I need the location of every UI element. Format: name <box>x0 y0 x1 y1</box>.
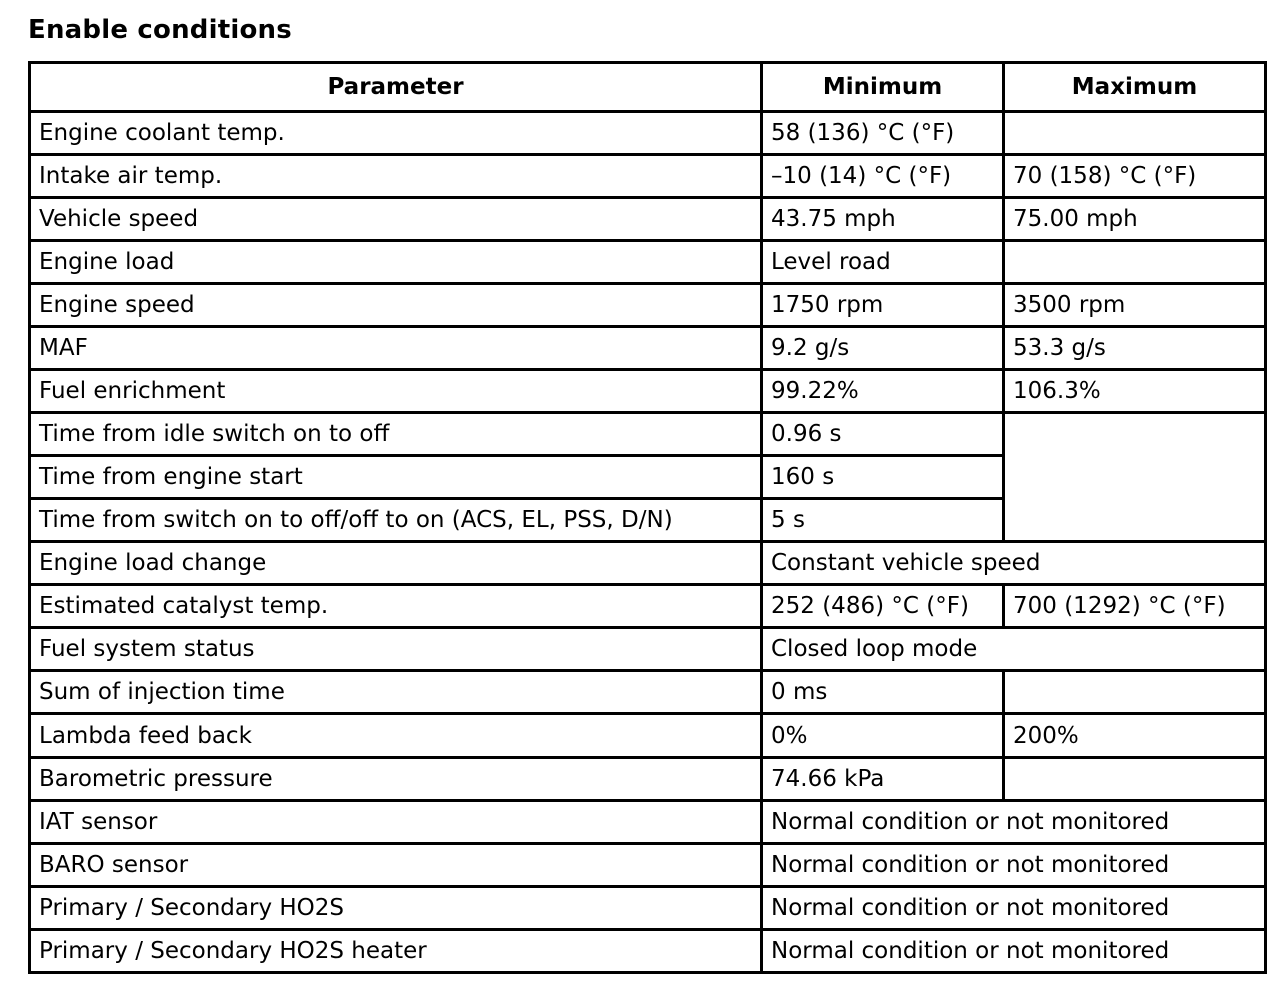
table-row <box>30 930 1266 973</box>
table-row <box>30 887 1266 930</box>
minimum-cell: 160 s <box>762 456 1004 499</box>
minimum-cell: 252 (486) °C (°F) <box>762 585 1004 628</box>
minimum-cell: –10 (14) °C (°F) <box>762 155 1004 198</box>
table-row <box>30 585 1266 628</box>
minimum-cell: 99.22% <box>762 370 1004 413</box>
table-row <box>30 112 1266 155</box>
minimum-cell: 0% <box>762 714 1004 758</box>
value-cell: Normal condition or not monitored <box>762 930 1266 973</box>
maximum-cell: 53.3 g/s <box>1004 327 1266 370</box>
parameter-cell: Primary / Secondary HO2S heater <box>30 930 762 973</box>
minimum-cell: 1750 rpm <box>762 284 1004 327</box>
parameter-cell: Fuel system status <box>30 628 762 671</box>
parameter-cell: Sum of injection time <box>30 671 762 714</box>
parameter-cell: Fuel enrichment <box>30 370 762 413</box>
maximum-cell <box>1004 758 1266 801</box>
maximum-cell <box>1004 112 1266 155</box>
minimum-cell: Level road <box>762 241 1004 284</box>
header-maximum: Maximum <box>1004 63 1266 112</box>
maximum-cell: 3500 rpm <box>1004 284 1266 327</box>
parameter-cell: Primary / Secondary HO2S <box>30 887 762 930</box>
parameter-cell: Engine load change <box>30 542 762 585</box>
table-row <box>30 844 1266 887</box>
table-row <box>30 155 1266 198</box>
minimum-cell: 58 (136) °C (°F) <box>762 112 1004 155</box>
maximum-cell: 106.3% <box>1004 370 1266 413</box>
maximum-cell: 70 (158) °C (°F) <box>1004 155 1266 198</box>
parameter-cell: MAF <box>30 327 762 370</box>
parameter-cell: Lambda feed back <box>30 714 762 758</box>
parameter-cell: BARO sensor <box>30 844 762 887</box>
maximum-cell <box>1004 241 1266 284</box>
header-minimum: Minimum <box>762 63 1004 112</box>
table-row <box>30 284 1266 327</box>
table-row <box>30 628 1266 671</box>
value-cell: Normal condition or not monitored <box>762 887 1266 930</box>
header-parameter: Parameter <box>30 63 762 112</box>
table-row <box>30 542 1266 585</box>
table-row <box>30 198 1266 241</box>
table-row <box>30 758 1266 801</box>
parameter-cell: Estimated catalyst temp. <box>30 585 762 628</box>
page-title: Enable conditions <box>28 15 292 45</box>
table-header-row <box>30 63 1266 112</box>
parameter-cell: Engine speed <box>30 284 762 327</box>
table-row <box>30 370 1266 413</box>
parameter-cell: Intake air temp. <box>30 155 762 198</box>
table-row <box>30 241 1266 284</box>
maximum-cell: 700 (1292) °C (°F) <box>1004 585 1266 628</box>
maximum-cell <box>1004 671 1266 714</box>
minimum-cell: 43.75 mph <box>762 198 1004 241</box>
maximum-cell <box>1004 413 1266 542</box>
parameter-cell: Engine coolant temp. <box>30 112 762 155</box>
parameter-cell: Time from idle switch on to off <box>30 413 762 456</box>
parameter-cell: Time from engine start <box>30 456 762 499</box>
table-row <box>30 714 1266 758</box>
table-row <box>30 327 1266 370</box>
parameter-cell: Engine load <box>30 241 762 284</box>
maximum-cell: 75.00 mph <box>1004 198 1266 241</box>
minimum-cell: 5 s <box>762 499 1004 542</box>
value-cell: Closed loop mode <box>762 628 1266 671</box>
minimum-cell: 0 ms <box>762 671 1004 714</box>
parameter-cell: Vehicle speed <box>30 198 762 241</box>
table-row <box>30 801 1266 844</box>
minimum-cell: 0.96 s <box>762 413 1004 456</box>
table-row <box>30 413 1266 456</box>
parameter-cell: Barometric pressure <box>30 758 762 801</box>
table-row <box>30 671 1266 714</box>
minimum-cell: 9.2 g/s <box>762 327 1004 370</box>
maximum-cell: 200% <box>1004 714 1266 758</box>
enable-conditions-table <box>28 61 1267 974</box>
value-cell: Normal condition or not monitored <box>762 801 1266 844</box>
value-cell: Constant vehicle speed <box>762 542 1266 585</box>
minimum-cell: 74.66 kPa <box>762 758 1004 801</box>
parameter-cell: IAT sensor <box>30 801 762 844</box>
value-cell: Normal condition or not monitored <box>762 844 1266 887</box>
parameter-cell: Time from switch on to off/off to on (ACS, EL, PSS, D/N) <box>30 499 762 542</box>
